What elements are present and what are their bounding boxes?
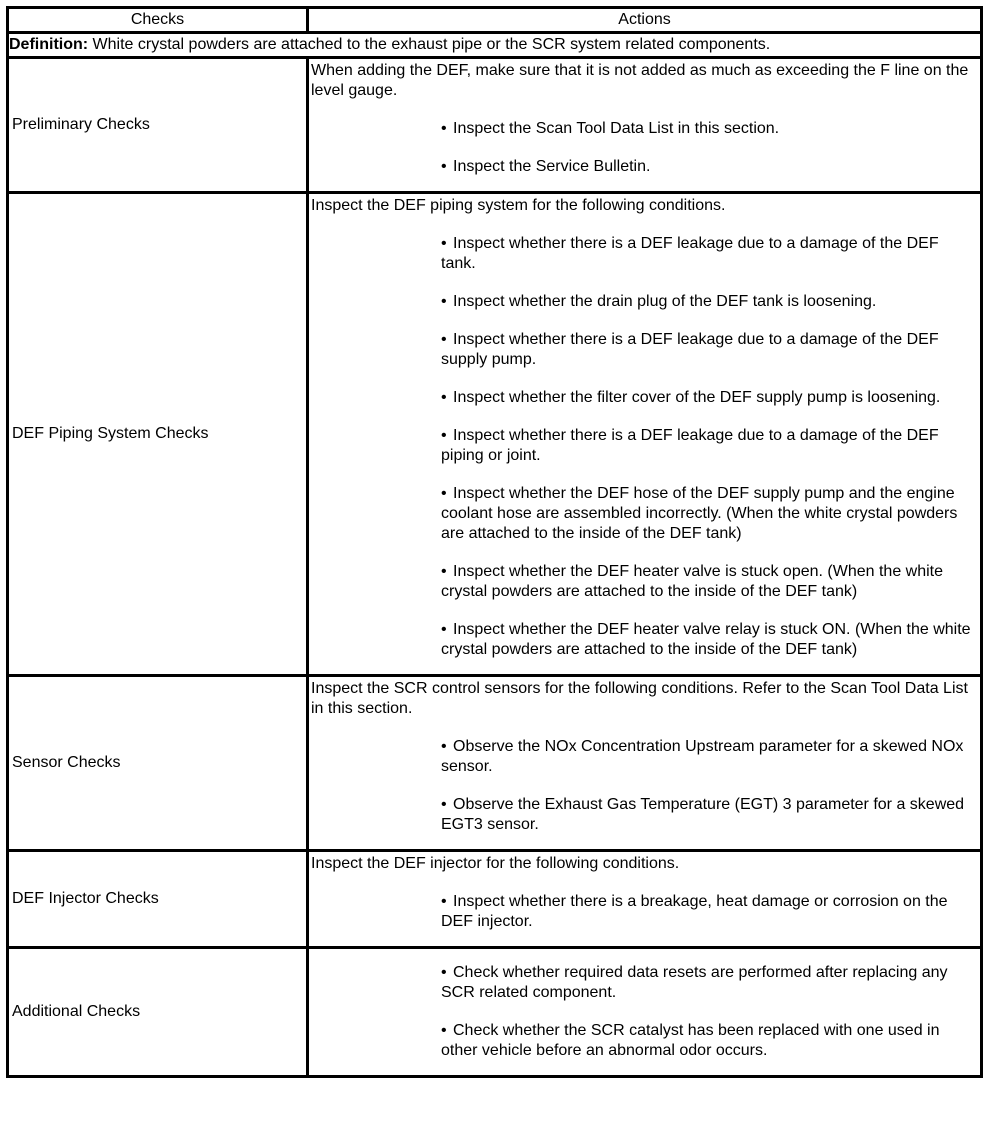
action-intro: Inspect the DEF injector for the following conditions. (311, 855, 680, 872)
table-row (8, 193, 982, 676)
definition-label: Definition: (9, 36, 89, 53)
list-item (441, 388, 978, 408)
header-row (8, 8, 982, 33)
bullet-icon: • (441, 893, 447, 910)
bullet-icon: • (441, 427, 447, 444)
action-cell (308, 851, 982, 948)
bullet-icon: • (441, 964, 447, 981)
bullet-text: Inspect whether there is a breakage, heat damage or corrosion on the DEF injector. (441, 893, 948, 930)
list-item (441, 562, 978, 602)
bullet-list (311, 892, 978, 932)
list-item (441, 119, 978, 139)
bullet-icon: • (441, 738, 447, 755)
bullet-list (311, 234, 978, 660)
list-item (441, 795, 978, 835)
table-row (8, 58, 982, 193)
bullet-text: Check whether the SCR catalyst has been replaced with one used in other vehicle before an abnormal odor occurs. (441, 1022, 940, 1059)
bullet-text: Inspect whether the drain plug of the DEF tank is loosening. (453, 293, 877, 310)
bullet-icon: • (441, 621, 447, 638)
list-item (441, 157, 978, 177)
list-item (441, 892, 978, 932)
bullet-icon: • (441, 796, 447, 813)
bullet-icon: • (441, 563, 447, 580)
bullet-text: Inspect whether the DEF heater valve relay is stuck ON. (When the white crystal powders are attached to the inside of the DEF tank) (441, 621, 971, 658)
action-cell (308, 948, 982, 1077)
checks-table (6, 6, 983, 1078)
bullet-list (311, 963, 978, 1061)
bullet-text: Inspect whether there is a DEF leakage due to a damage of the DEF tank. (441, 235, 939, 272)
action-cell (308, 193, 982, 676)
bullet-text: Inspect whether the DEF hose of the DEF supply pump and the engine coolant hose are assembled incorrectly. (When the white crystal powders are attached to the inside of the DEF tank) (441, 485, 958, 542)
bullet-text: Observe the NOx Concentration Upstream parameter for a skewed NOx sensor. (441, 738, 964, 775)
list-item (441, 426, 978, 466)
bullet-icon: • (441, 1022, 447, 1039)
header-actions: Actions (308, 8, 982, 33)
bullet-text: Inspect whether there is a DEF leakage due to a damage of the DEF piping or joint. (441, 427, 939, 464)
header-checks: Checks (8, 8, 308, 33)
list-item (441, 292, 978, 312)
bullet-icon: • (441, 158, 447, 175)
bullet-list (311, 737, 978, 835)
bullet-text: Observe the Exhaust Gas Temperature (EGT) 3 parameter for a skewed EGT3 sensor. (441, 796, 965, 833)
bullet-text: Inspect whether there is a DEF leakage due to a damage of the DEF supply pump. (441, 331, 939, 368)
bullet-list (311, 119, 978, 177)
definition-cell (8, 33, 982, 58)
action-intro: When adding the DEF, make sure that it is not added as much as exceeding the F line on the level gauge. (311, 62, 969, 99)
bullet-text: Inspect whether the filter cover of the DEF supply pump is loosening. (453, 389, 941, 406)
definition-text: White crystal powders are attached to the exhaust pipe or the SCR system related components. (88, 36, 771, 53)
action-cell (308, 676, 982, 851)
list-item (441, 963, 978, 1003)
check-label: DEF Piping System Checks (8, 193, 308, 676)
definition-row (8, 33, 982, 58)
bullet-icon: • (441, 389, 447, 406)
list-item (441, 737, 978, 777)
list-item (441, 484, 978, 544)
check-label: Sensor Checks (8, 676, 308, 851)
list-item (441, 620, 978, 660)
bullet-icon: • (441, 120, 447, 137)
list-item (441, 330, 978, 370)
action-intro: Inspect the SCR control sensors for the following conditions. Refer to the Scan Tool Data List in this section. (311, 680, 968, 717)
table-row (8, 851, 982, 948)
list-item (441, 1021, 978, 1061)
bullet-text: Check whether required data resets are performed after replacing any SCR related component. (441, 964, 948, 1001)
table-row (8, 948, 982, 1077)
table-row (8, 676, 982, 851)
check-label: Additional Checks (8, 948, 308, 1077)
action-cell (308, 58, 982, 193)
bullet-icon: • (441, 331, 447, 348)
bullet-icon: • (441, 235, 447, 252)
bullet-icon: • (441, 293, 447, 310)
bullet-text: Inspect the Scan Tool Data List in this section. (453, 120, 780, 137)
bullet-icon: • (441, 485, 447, 502)
bullet-text: Inspect whether the DEF heater valve is stuck open. (When the white crystal powders are attached to the inside of the DEF tank) (441, 563, 944, 600)
list-item (441, 234, 978, 274)
bullet-text: Inspect the Service Bulletin. (453, 158, 651, 175)
action-intro: Inspect the DEF piping system for the following conditions. (311, 197, 726, 214)
check-label: Preliminary Checks (8, 58, 308, 193)
check-label: DEF Injector Checks (8, 851, 308, 948)
